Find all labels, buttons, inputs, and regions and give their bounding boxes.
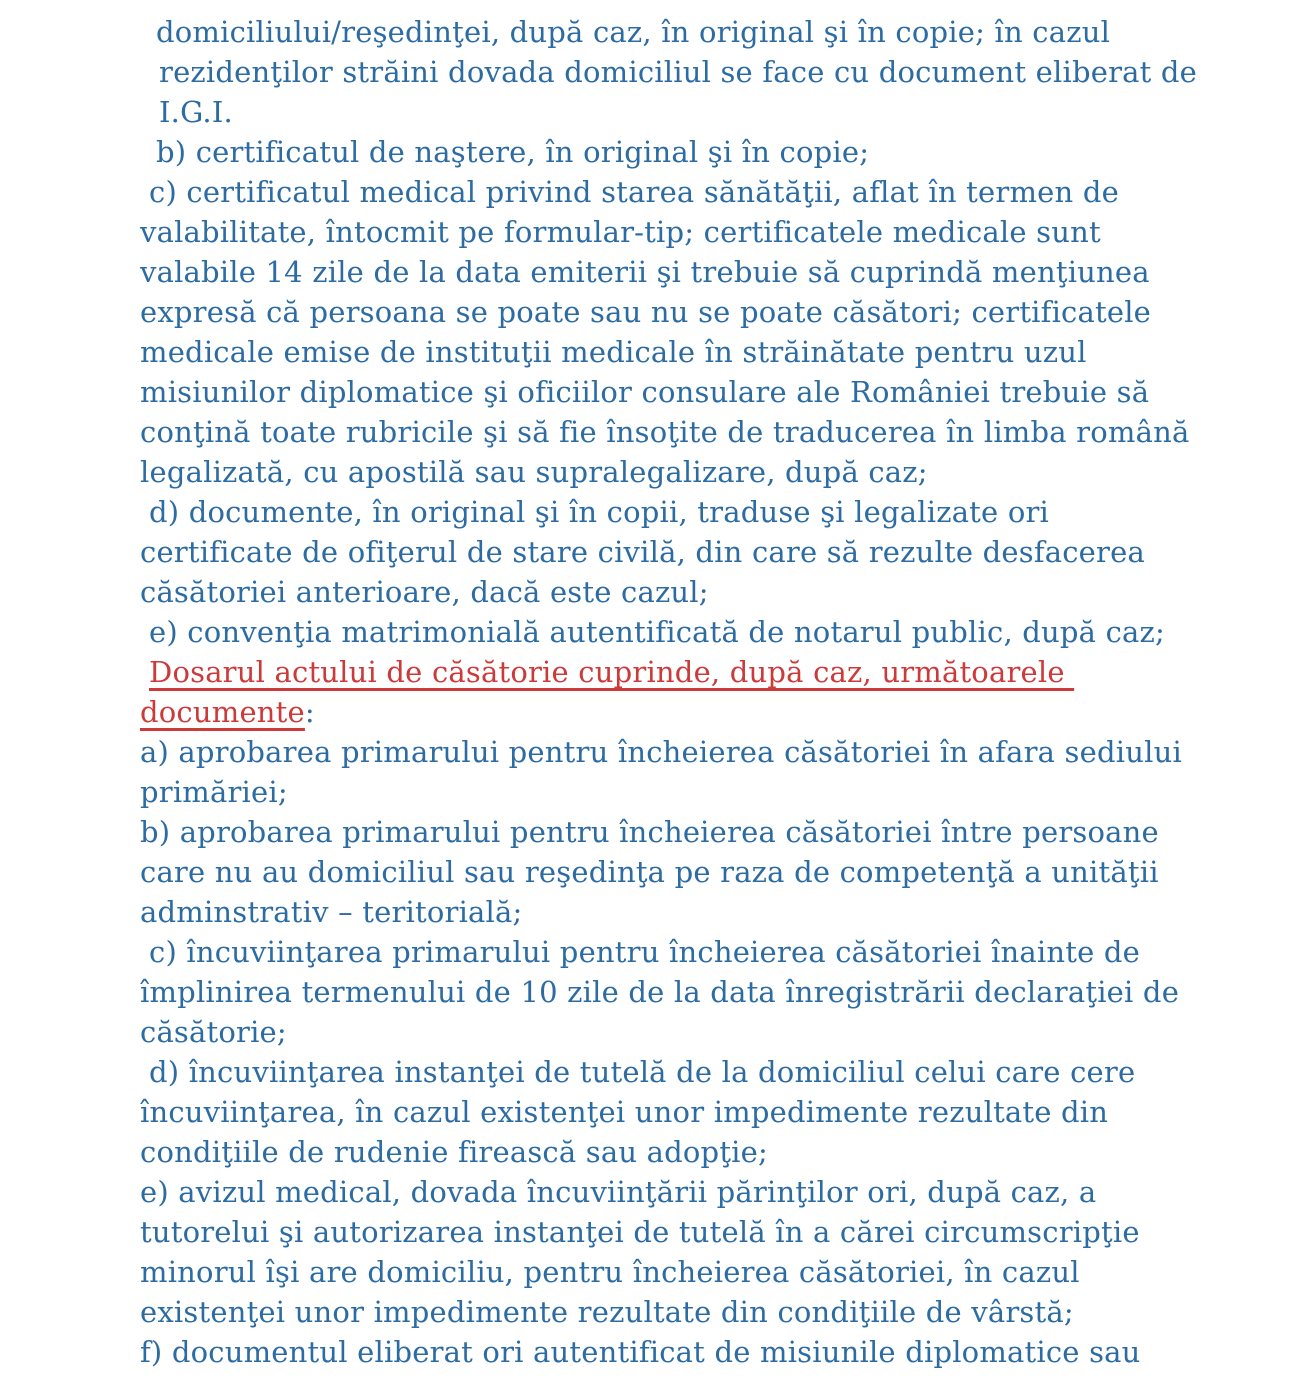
body-text-segment: valabile 14 zile de la data emiterii şi trebuie să cuprindă menţiunea [140, 255, 1150, 289]
body-text-segment: căsătoriei anterioare, dacă este cazul; [140, 575, 709, 609]
text-line [140, 1052, 1300, 1092]
body-text-segment: adminstrativ – teritorială; [140, 895, 523, 929]
text-line [140, 252, 1300, 292]
body-text-segment: rezidenţilor străini dovada domiciliul se face cu document eliberat de [159, 55, 1198, 89]
text-line [140, 1132, 1300, 1172]
text-line [140, 932, 1300, 972]
body-text-segment: b) certificatul de naştere, în original şi în copie; [156, 135, 870, 169]
text-line [140, 572, 1300, 612]
body-text-segment: domiciliului/reşedinţei, după caz, în original şi în copie; în cazul [156, 15, 1111, 49]
body-text-segment: d) încuviinţarea instanţei de tutelă de la domiciliul celui care cere [149, 1055, 1136, 1089]
body-text-segment: c) certificatul medical privind starea sănătăţii, aflat în termen de [149, 175, 1119, 209]
body-text-segment: certificate de ofiţerul de stare civilă, din care să rezulte desfacerea [140, 535, 1145, 569]
text-line [140, 1332, 1300, 1372]
text-line [140, 292, 1300, 332]
body-text-segment: căsătorie; [140, 1015, 287, 1049]
body-text-segment: d) documente, în original şi în copii, traduse şi legalizate ori [149, 495, 1050, 529]
body-text-segment: tutorelui şi autorizarea instanţei de tutelă în a cărei circumscripţie [140, 1215, 1140, 1249]
text-line [140, 492, 1300, 532]
text-line [140, 332, 1300, 372]
text-line [140, 372, 1300, 412]
text-line [140, 132, 1300, 172]
text-line [140, 692, 1300, 732]
text-line [140, 772, 1300, 812]
document-text [140, 12, 1300, 1372]
body-text-segment: a) aprobarea primarului pentru încheierea căsătoriei în afara sediului [140, 735, 1182, 769]
body-text-segment: existenţei unor impedimente rezultate din condiţiile de vârstă; [140, 1295, 1074, 1329]
body-text-segment: care nu au domiciliul sau reşedinţa pe raza de competenţă a unităţii [140, 855, 1159, 889]
text-line [140, 652, 1300, 692]
body-text-segment: : [304, 695, 315, 729]
body-text-segment: c) încuviinţarea primarului pentru încheierea căsătoriei înainte de [149, 935, 1140, 969]
text-line [140, 212, 1300, 252]
text-line [140, 892, 1300, 932]
text-line [140, 732, 1300, 772]
text-line [140, 1292, 1300, 1332]
text-line [140, 972, 1300, 1012]
text-line [140, 52, 1300, 92]
text-line [140, 612, 1300, 652]
text-line [140, 1012, 1300, 1052]
body-text-segment: valabilitate, întocmit pe formular-tip; certificatele medicale sunt [140, 215, 1101, 249]
body-text-segment: f) documentul eliberat ori autentificat de misiunile diplomatice sau [140, 1335, 1141, 1369]
text-line [140, 12, 1300, 52]
body-text-segment: medicale emise de instituţii medicale în străinătate pentru uzul [140, 335, 1087, 369]
body-text-segment: I.G.I. [159, 95, 233, 129]
text-line [140, 812, 1300, 852]
heading-text-segment: Dosarul actului de căsătorie cuprinde, după caz, următoarele [149, 655, 1075, 689]
body-text-segment: legalizată, cu apostilă sau supralegalizare, după caz; [140, 455, 928, 489]
heading-text-segment: documente [140, 695, 305, 729]
body-text-segment: misiunilor diplomatice şi oficiilor consulare ale României trebuie să [140, 375, 1150, 409]
body-text-segment: condiţiile de rudenie firească sau adopţie; [140, 1135, 768, 1169]
body-text-segment: expresă că persoana se poate sau nu se poate căsători; certificatele [140, 295, 1152, 329]
body-text-segment: primăriei; [140, 775, 288, 809]
body-text-segment: b) aprobarea primarului pentru încheierea căsătoriei între persoane [140, 815, 1159, 849]
text-line [140, 92, 1300, 132]
text-line [140, 412, 1300, 452]
text-line [140, 1212, 1300, 1252]
text-line [140, 532, 1300, 572]
body-text-segment: conţină toate rubricile şi să fie însoţite de traducerea în limba română [140, 415, 1190, 449]
body-text-segment: e) avizul medical, dovada încuviinţării părinţilor ori, după caz, a [140, 1175, 1097, 1209]
body-text-segment: e) convenţia matrimonială autentificată de notarul public, după caz; [149, 615, 1165, 649]
text-line [140, 452, 1300, 492]
text-line [140, 1092, 1300, 1132]
body-text-segment: împlinirea termenului de 10 zile de la data înregistrării declaraţiei de [140, 975, 1180, 1009]
text-line [140, 1172, 1300, 1212]
text-line [140, 1252, 1300, 1292]
body-text-segment: încuviinţarea, în cazul existenţei unor impedimente rezultate din [140, 1095, 1109, 1129]
text-line [140, 852, 1300, 892]
text-line [140, 172, 1300, 212]
body-text-segment: minorul îşi are domiciliu, pentru încheierea căsătoriei, în cazul [140, 1255, 1080, 1289]
